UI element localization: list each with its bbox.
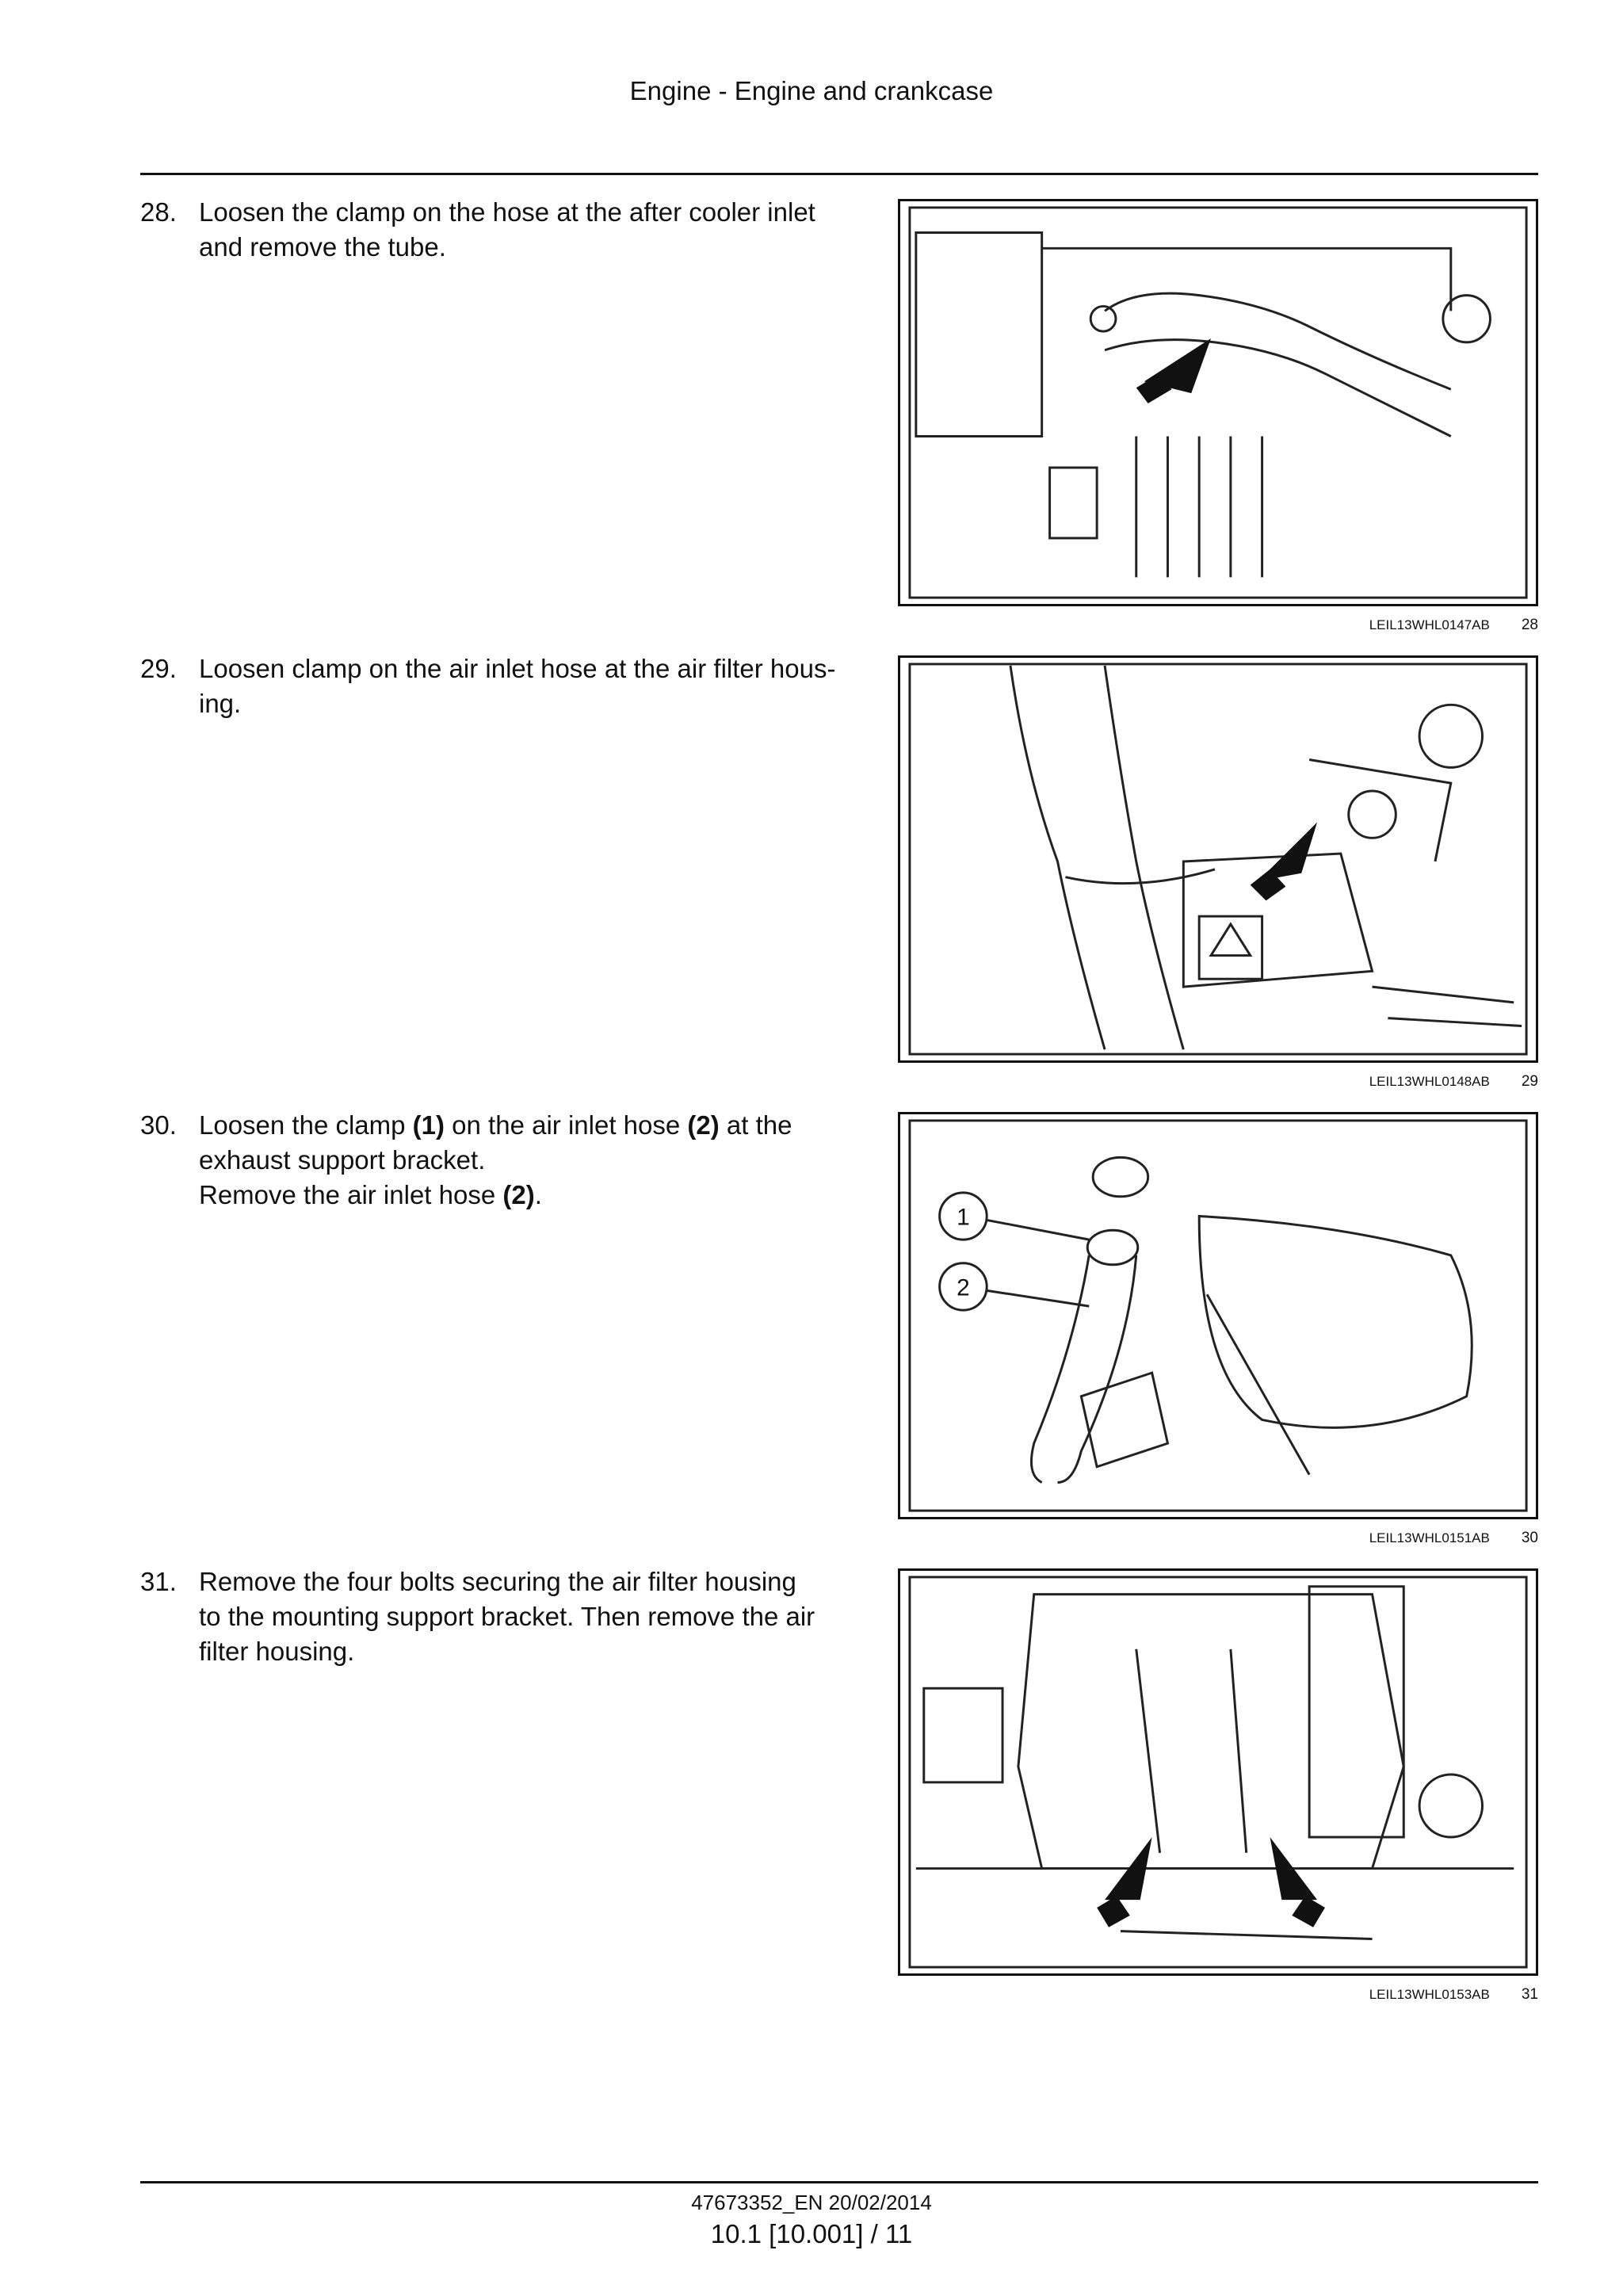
figure-caption-29: [898, 1073, 1538, 1091]
step-number: 29.: [140, 654, 177, 683]
arrow-pointer-icon: [1251, 823, 1317, 901]
figure-28-illustration: [898, 199, 1538, 606]
text-run: .: [534, 1180, 542, 1209]
figure-code: LEIL13WHL0148AB: [1369, 1074, 1490, 1089]
page-header-title: Engine - Engine and crankcase: [629, 76, 994, 105]
step-text-line: Remove the four bolts securing the air filter housing: [199, 1567, 796, 1596]
figure-number: 29: [1521, 1073, 1538, 1090]
figure-31-illustration: [898, 1568, 1538, 1976]
figure-number: 30: [1521, 1530, 1538, 1546]
footer-page-number: 10.1 [10.001] / 11: [710, 2219, 913, 2248]
step-text-line: to the mounting support bracket. Then remove the air: [199, 1602, 815, 1631]
arrow-pointer-icon: [1097, 1837, 1151, 1927]
callout-label-1: 1: [957, 1204, 970, 1231]
text-run: at the: [719, 1110, 792, 1140]
arrow-pointer-icon: [1136, 338, 1211, 403]
arrow-pointer-icon: [1270, 1837, 1325, 1927]
figure-number: 31: [1521, 1986, 1538, 2003]
figure-caption-28: [898, 617, 1538, 634]
header-rule: [140, 173, 1538, 175]
step-29: [140, 651, 841, 721]
step-text-line: Loosen clamp on the air inlet hose at the air filter hous-: [199, 654, 836, 683]
figure-29-illustration: [898, 655, 1538, 1063]
step-28: [140, 195, 841, 265]
footer-document-id: 47673352_EN 20/02/2014: [691, 2191, 932, 2214]
step-31: [140, 1564, 841, 1669]
figure-caption-31: [898, 1986, 1538, 2004]
callout-1-marker: [940, 1193, 1090, 1240]
figure-code: LEIL13WHL0151AB: [1369, 1530, 1490, 1545]
figure-code: LEIL13WHL0147AB: [1369, 617, 1490, 632]
text-run: Remove the air inlet hose: [199, 1180, 503, 1209]
step-text-line: and remove the tube.: [199, 232, 446, 262]
figure-30-illustration: [898, 1112, 1538, 1519]
step-30: [140, 1108, 841, 1213]
figure-number: 28: [1521, 617, 1538, 633]
step-number: 28.: [140, 197, 177, 227]
callout-ref-2: (2): [687, 1110, 720, 1140]
text-run: on the air inlet hose: [445, 1110, 688, 1140]
step-number: 31.: [140, 1567, 177, 1596]
step-text-line-2: exhaust support bracket.: [199, 1145, 486, 1175]
step-number: 30.: [140, 1110, 177, 1140]
text-run: Loosen the clamp: [199, 1110, 413, 1140]
figure-caption-30: [898, 1530, 1538, 1547]
step-text-line: ing.: [199, 689, 242, 718]
warning-label-icon: [1199, 916, 1262, 979]
callout-2-marker: [940, 1263, 1090, 1310]
callout-ref-1: (1): [412, 1110, 445, 1140]
step-text-line: filter housing.: [199, 1637, 355, 1666]
figure-code: LEIL13WHL0153AB: [1369, 1987, 1490, 2002]
step-text-line-3: [199, 1178, 841, 1213]
step-text-line-1: [199, 1108, 841, 1143]
footer-rule: [140, 2181, 1538, 2183]
callout-ref-2: (2): [502, 1180, 535, 1209]
step-text-line: Loosen the clamp on the hose at the after cooler inlet: [199, 197, 815, 227]
callout-label-2: 2: [957, 1274, 970, 1301]
